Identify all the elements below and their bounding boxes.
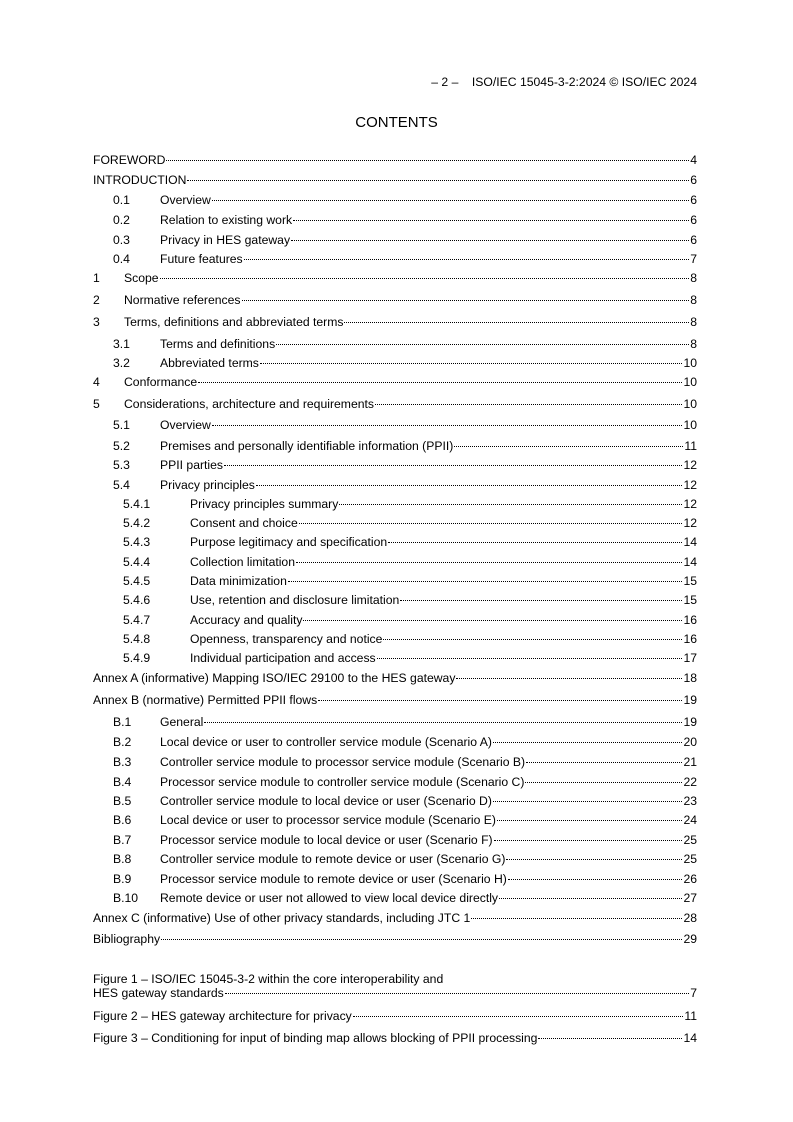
- toc-entry-label: Local device or user to processor service module (Scenario E): [160, 813, 496, 827]
- toc-entry-label: Scope: [124, 271, 159, 285]
- toc-entry-label: Processor service module to local device or user (Scenario F): [160, 833, 493, 847]
- dot-leader: [525, 782, 682, 783]
- dot-leader: [242, 300, 690, 301]
- dot-leader: [244, 259, 690, 260]
- toc-entry-label: Privacy principles: [160, 478, 255, 492]
- toc-entry-number: 5.4.8: [123, 632, 151, 646]
- toc-entry-page: 12: [683, 458, 697, 472]
- dot-leader: [187, 180, 689, 181]
- toc-entry[interactable]: [93, 755, 697, 769]
- toc-entry-number: 5.4.5: [123, 574, 151, 588]
- figure-entry-label-line1: Figure 1 – ISO/IEC 15045-3-2 within the core interoperability and: [93, 972, 444, 986]
- toc-entry-number: 5.4: [113, 478, 130, 492]
- toc-entry-page: 6: [690, 173, 697, 187]
- toc-entry-label: Privacy principles summary: [190, 497, 339, 511]
- dot-leader: [526, 762, 682, 763]
- toc-entry-label: Annex B (normative) Permitted PPII flows: [93, 693, 318, 707]
- dot-leader: [400, 600, 682, 601]
- toc-entry[interactable]: [93, 852, 697, 866]
- toc-entry[interactable]: [93, 375, 697, 389]
- toc-entry-page: 14: [683, 535, 697, 549]
- dot-leader: [508, 879, 683, 880]
- toc-entry[interactable]: [93, 671, 697, 685]
- toc-entry-page: 29: [683, 932, 697, 946]
- toc-entry[interactable]: [93, 337, 697, 351]
- dot-leader: [471, 918, 682, 919]
- toc-entry[interactable]: [93, 439, 697, 453]
- toc-entry-label: Privacy in HES gateway: [160, 233, 291, 247]
- toc-entry-page: 19: [683, 715, 697, 729]
- toc-entry[interactable]: [93, 233, 697, 247]
- dot-leader: [293, 220, 689, 221]
- toc-entry-number: B.7: [113, 833, 132, 847]
- dot-leader: [256, 485, 683, 486]
- toc-entry-page: 12: [683, 497, 697, 511]
- toc-entry[interactable]: [93, 153, 697, 167]
- toc-entry-number: B.5: [113, 794, 132, 808]
- toc-entry-label: Normative references: [124, 293, 241, 307]
- toc-entry[interactable]: [93, 775, 697, 789]
- toc-entry-label: Remote device or user not allowed to view local device directly: [160, 891, 499, 905]
- toc-entry-page: 15: [683, 574, 697, 588]
- figure-entry-page: 11: [684, 1009, 697, 1023]
- toc-entry-label: Accuracy and quality: [190, 613, 303, 627]
- dot-leader: [204, 722, 682, 723]
- toc-entry[interactable]: [93, 911, 697, 925]
- dot-leader: [344, 322, 689, 323]
- figure-entry-label: HES gateway standards: [93, 986, 224, 1000]
- dot-leader: [353, 1016, 684, 1017]
- dot-leader: [160, 278, 690, 279]
- toc-entry-number: 5.1: [113, 418, 130, 432]
- toc-entry-label: Controller service module to remote device or user (Scenario G): [160, 852, 506, 866]
- figure-entry-line2: [93, 986, 697, 1000]
- toc-entry-number: B.2: [113, 735, 132, 749]
- toc-entry-number: 3: [93, 315, 100, 329]
- figure-entry-page: 14: [683, 1031, 697, 1045]
- toc-entry-label: Annex A (informative) Mapping ISO/IEC 29100 to the HES gateway: [93, 671, 456, 685]
- toc-entry-number: 5.4.4: [123, 555, 151, 569]
- toc-entry-number: B.10: [113, 891, 139, 905]
- dot-leader: [276, 344, 689, 345]
- toc-entry[interactable]: [93, 574, 697, 588]
- toc-entry-number: 5.4.2: [123, 516, 151, 530]
- toc-entry-number: B.6: [113, 813, 132, 827]
- toc-entry[interactable]: [93, 497, 697, 511]
- dot-leader: [506, 859, 682, 860]
- figure-entry[interactable]: [93, 972, 697, 1000]
- dot-leader: [375, 404, 682, 405]
- toc-entry-number: 0.4: [113, 252, 130, 266]
- toc-entry-label: General: [160, 715, 204, 729]
- toc-entry-page: 25: [683, 833, 697, 847]
- toc-entry-label: Collection limitation: [190, 555, 295, 569]
- toc-entry-label: Future features: [160, 252, 243, 266]
- toc-entry-page: 18: [683, 671, 697, 685]
- toc-entry-page: 14: [683, 555, 697, 569]
- toc-entry-label: Annex C (informative) Use of other privacy standards, including JTC 1: [93, 911, 471, 925]
- toc-entry-number: B.1: [113, 715, 132, 729]
- toc-entry-page: 6: [690, 233, 697, 247]
- toc-entry-number: B.8: [113, 852, 132, 866]
- toc-entry-page: 26: [683, 872, 697, 886]
- page-marker: – 2 –: [431, 75, 459, 89]
- toc-entry-page: 6: [690, 193, 697, 207]
- toc-entry-label: Use, retention and disclosure limitation: [190, 593, 400, 607]
- toc-entry-label: Processor service module to controller service module (Scenario C): [160, 775, 525, 789]
- toc-entry-label: Processor service module to remote device or user (Scenario H): [160, 872, 507, 886]
- dot-leader: [291, 240, 689, 241]
- toc-entry-label: Data minimization: [190, 574, 287, 588]
- toc-entry-page: 6: [690, 213, 697, 227]
- toc-entry[interactable]: [93, 173, 697, 187]
- toc-entry-page: 15: [683, 593, 697, 607]
- toc-entry-page: 8: [690, 293, 697, 307]
- dot-leader: [212, 200, 689, 201]
- figure-entry-page: 7: [690, 986, 697, 1000]
- toc-entry-label: Considerations, architecture and requirements: [124, 397, 374, 411]
- toc-entry[interactable]: [93, 651, 697, 665]
- toc-entry[interactable]: [93, 632, 697, 646]
- dot-leader: [161, 939, 682, 940]
- toc-entry-page: 22: [683, 775, 697, 789]
- dot-leader: [456, 678, 682, 679]
- toc-entry-page: 12: [683, 478, 697, 492]
- toc-entry-page: 10: [683, 397, 697, 411]
- toc-entry[interactable]: [93, 794, 697, 808]
- toc-entry-number: 5: [93, 397, 100, 411]
- figure-entry-label: Figure 3 – Conditioning for input of binding map allows blocking of PPII processing: [93, 1031, 538, 1045]
- toc-entry-label: Premises and personally identifiable information (PPII): [160, 439, 454, 453]
- toc-entry-page: 10: [683, 418, 697, 432]
- toc-entry[interactable]: [93, 418, 697, 432]
- toc-entry-number: 5.4.7: [123, 613, 151, 627]
- toc-entry[interactable]: [93, 356, 697, 370]
- dot-leader: [299, 523, 683, 524]
- toc-entry-label: Terms, definitions and abbreviated terms: [124, 315, 344, 329]
- toc-entry-page: 10: [683, 356, 697, 370]
- toc-entry-label: Relation to existing work: [160, 213, 293, 227]
- toc-entry-label: Openness, transparency and notice: [190, 632, 383, 646]
- toc-entry[interactable]: [93, 932, 697, 946]
- toc-entry-label: Overview: [160, 418, 211, 432]
- toc-entry-number: 2: [93, 293, 100, 307]
- toc-entry-number: 4: [93, 375, 100, 389]
- toc-entry[interactable]: [93, 693, 697, 707]
- toc-entry-number: 3.1: [113, 337, 130, 351]
- toc-entry-label: PPII parties: [160, 458, 223, 472]
- toc-entry-number: 5.3: [113, 458, 130, 472]
- dot-leader: [454, 446, 683, 447]
- toc-entry[interactable]: [93, 516, 697, 530]
- dot-leader: [493, 801, 683, 802]
- toc-entry[interactable]: [93, 593, 697, 607]
- figure-entry-label: Figure 2 – HES gateway architecture for privacy: [93, 1009, 352, 1023]
- toc-entry-label: Overview: [160, 193, 211, 207]
- toc-entry-page: 28: [683, 911, 697, 925]
- toc-entry-page: 17: [683, 651, 697, 665]
- toc-entry-label: Terms and definitions: [160, 337, 276, 351]
- dot-leader: [339, 504, 682, 505]
- toc-entry[interactable]: [93, 813, 697, 827]
- toc-entry-label: Individual participation and access: [190, 651, 376, 665]
- toc-entry[interactable]: [93, 735, 697, 749]
- toc-entry[interactable]: [93, 535, 697, 549]
- dot-leader: [377, 658, 683, 659]
- toc-entry-number: B.9: [113, 872, 132, 886]
- toc-entry-page: 10: [683, 375, 697, 389]
- toc-entry-page: 8: [690, 271, 697, 285]
- dot-leader: [260, 363, 683, 364]
- toc-entry-page: 25: [683, 852, 697, 866]
- toc-entry-number: B.4: [113, 775, 132, 789]
- figure-entry[interactable]: [93, 1031, 697, 1045]
- toc-entry[interactable]: [93, 193, 697, 207]
- toc-entry-number: 1: [93, 271, 100, 285]
- toc-entry-page: 8: [690, 315, 697, 329]
- toc-entry[interactable]: [93, 872, 697, 886]
- running-header: [431, 75, 697, 89]
- toc-entry[interactable]: [93, 891, 697, 905]
- toc-entry-page: 20: [683, 735, 697, 749]
- dot-leader: [212, 425, 683, 426]
- toc-entry[interactable]: [93, 252, 697, 266]
- toc-entry-page: 16: [683, 632, 697, 646]
- toc-entry-number: 3.2: [113, 356, 130, 370]
- toc-entry-number: B.3: [113, 755, 132, 769]
- toc-entry[interactable]: [93, 271, 697, 285]
- toc-entry-number: 5.4.9: [123, 651, 151, 665]
- toc-entry[interactable]: [93, 478, 697, 492]
- dot-leader: [494, 840, 683, 841]
- dot-leader: [303, 620, 682, 621]
- dot-leader: [224, 465, 682, 466]
- dot-leader: [166, 160, 689, 161]
- toc-entry-label: Consent and choice: [190, 516, 298, 530]
- toc-entry-page: 24: [683, 813, 697, 827]
- dot-leader: [296, 562, 682, 563]
- dot-leader: [383, 639, 682, 640]
- toc-entry-label: Controller service module to processor service module (Scenario B): [160, 755, 526, 769]
- toc-entry-number: 0.3: [113, 233, 130, 247]
- toc-entry-page: 27: [683, 891, 697, 905]
- toc-entry[interactable]: [93, 458, 697, 472]
- toc-entry-page: 16: [683, 613, 697, 627]
- toc-entry-label: Local device or user to controller service module (Scenario A): [160, 735, 492, 749]
- toc-entry[interactable]: [93, 213, 697, 227]
- toc-entry-label: FOREWORD: [93, 153, 166, 167]
- toc-entry[interactable]: [93, 833, 697, 847]
- toc-entry-page: 4: [690, 153, 697, 167]
- toc-entry[interactable]: [93, 613, 697, 627]
- toc-entry-label: Purpose legitimacy and specification: [190, 535, 388, 549]
- toc-entry[interactable]: [93, 715, 697, 729]
- dot-leader: [318, 700, 682, 701]
- dot-leader: [288, 581, 683, 582]
- toc-entry-label: Conformance: [124, 375, 198, 389]
- toc-entry-label: Controller service module to local device or user (Scenario D): [160, 794, 492, 808]
- dot-leader: [225, 993, 689, 994]
- dot-leader: [493, 742, 683, 743]
- dot-leader: [198, 382, 682, 383]
- toc-entry-number: 5.4.3: [123, 535, 151, 549]
- toc-entry[interactable]: [93, 293, 697, 307]
- toc-entry-number: 5.4.1: [123, 497, 151, 511]
- toc-entry-number: 5.2: [113, 439, 130, 453]
- toc-entry-page: 23: [683, 794, 697, 808]
- toc-entry[interactable]: [93, 397, 697, 411]
- toc-entry-number: 5.4.6: [123, 593, 151, 607]
- toc-entry-label: INTRODUCTION: [93, 173, 187, 187]
- figure-entry[interactable]: [93, 1009, 697, 1023]
- toc-entry-page: 7: [690, 252, 697, 266]
- toc-entry-page: 11: [684, 439, 697, 453]
- toc-entry-number: 0.2: [113, 213, 130, 227]
- toc-entry-page: 8: [690, 337, 697, 351]
- dot-leader: [538, 1038, 682, 1039]
- toc-entry-page: 21: [683, 755, 697, 769]
- toc-entry-page: 12: [683, 516, 697, 530]
- toc-entry-page: 19: [683, 693, 697, 707]
- document-reference: ISO/IEC 15045-3-2:2024 © ISO/IEC 2024: [471, 75, 697, 89]
- toc-entry[interactable]: [93, 555, 697, 569]
- toc-entry-label: Abbreviated terms: [160, 356, 259, 370]
- dot-leader: [388, 542, 682, 543]
- dot-leader: [499, 898, 682, 899]
- toc-entry[interactable]: [93, 315, 697, 329]
- page-title: CONTENTS: [355, 114, 438, 131]
- toc-entry-number: 0.1: [113, 193, 130, 207]
- toc-entry-label: Bibliography: [93, 932, 161, 946]
- dot-leader: [497, 820, 682, 821]
